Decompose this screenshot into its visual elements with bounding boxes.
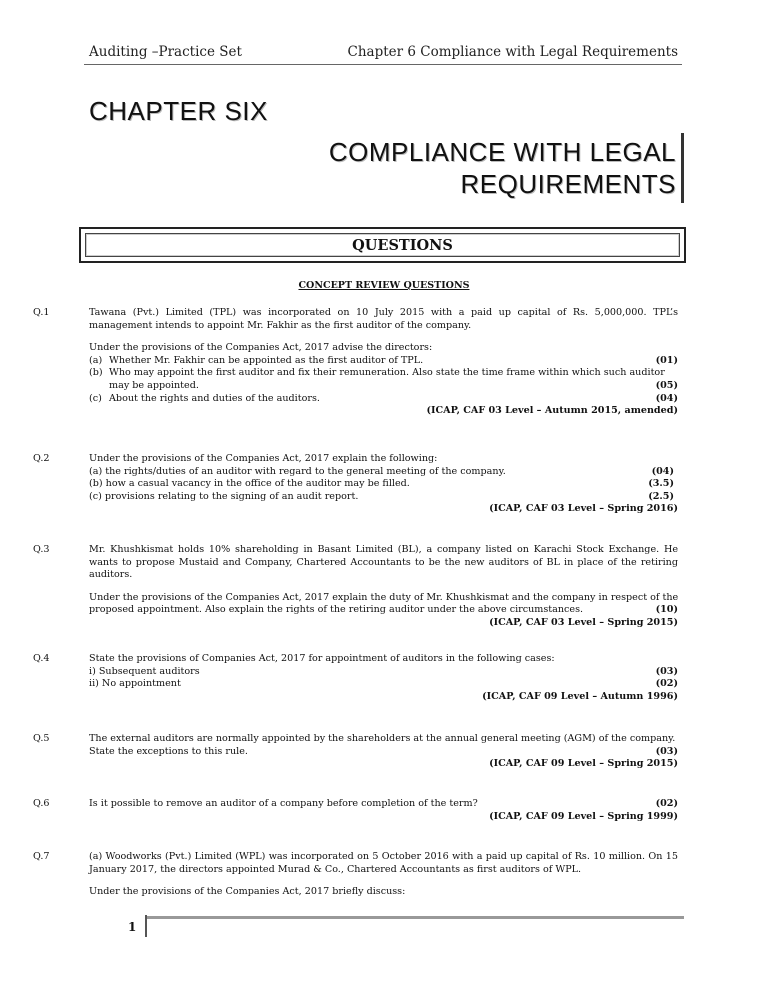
- marks: (03): [655, 745, 678, 757]
- exam-reference: (ICAP, CAF 09 Level – Spring 1999): [489, 810, 678, 822]
- question-body: [89, 733, 678, 771]
- footer-rule: [147, 916, 684, 919]
- subtitle-side-bar: [681, 133, 684, 203]
- marks: (04): [651, 465, 674, 477]
- question-number: Q.1: [33, 307, 50, 318]
- subquestion-a: (a) Whether Mr. Fakhir can be appointed as the first auditor of TPL. (01): [89, 354, 678, 366]
- question-number: Q.4: [33, 653, 50, 664]
- question-body: [89, 653, 678, 703]
- subquestion-b: (b) Who may appoint the first auditor and fix their remuneration. Also state the time frame within which such auditor: [89, 367, 665, 379]
- marks: (2.5): [648, 490, 674, 502]
- question-intro: Mr. Khushkismat holds 10% shareholding in Basant Limited (BL), a company listed on Karachi Stock Exchange. He wants to propose Mustaid and Company, Chartered Accountants to be the new auditors of BL in place of the retiring auditors.: [89, 544, 678, 581]
- question-number: Q.7: [33, 851, 50, 862]
- marks: (05): [655, 379, 678, 391]
- question-lead: Under the provisions of the Companies Act, 2017 explain the following:: [89, 453, 438, 464]
- question-number: Q.3: [33, 544, 50, 555]
- question-lead-cont: proposed appointment. Also explain the rights of the retiring auditor under the above circumstances. (10): [89, 604, 678, 616]
- exam-reference: (ICAP, CAF 03 Level – Spring 2016): [489, 503, 678, 515]
- exam-reference: (ICAP, CAF 09 Level – Spring 2015): [489, 758, 678, 770]
- page-number: 1: [128, 920, 137, 934]
- case-ii: ii) No appointment (02): [89, 678, 678, 690]
- marks: (04): [655, 392, 678, 404]
- subquestion-b-cont: may be appointed. (05): [109, 379, 678, 391]
- question-text-cont: State the exceptions to this rule. (03): [89, 745, 678, 757]
- marks: (03): [655, 665, 678, 677]
- exam-reference: (ICAP, CAF 03 Level – Spring 2015): [489, 616, 678, 628]
- question-body: [89, 798, 678, 823]
- question-body: [89, 851, 678, 899]
- exam-reference: (ICAP, CAF 09 Level – Autumn 1996): [482, 690, 678, 702]
- question-lead: Under the provisions of the Companies Act, 2017 briefly discuss:: [89, 886, 406, 898]
- question-text: Is it possible to remove an auditor of a company before completion of the term? (02): [89, 798, 678, 809]
- chapter-subtitle-line2: REQUIREMENTS: [460, 169, 676, 199]
- marks: (02): [655, 798, 678, 809]
- question-intro: Tawana (Pvt.) Limited (TPL) was incorporated on 10 July 2015 with a paid up capital of Rs. 5,000,000. TPL’s management intends to appoint Mr. Fakhir as the first auditor of the company.: [89, 307, 678, 331]
- exam-reference: (ICAP, CAF 03 Level – Autumn 2015, amended): [426, 405, 678, 417]
- question-number: Q.5: [33, 733, 50, 744]
- question-intro: (a) Woodworks (Pvt.) Limited (WPL) was incorporated on 5 October 2016 with a paid up capital of Rs. 10 million. On 15 January 2017, the directors appointed Murad & Co., Chartered Accountants as first auditors of WPL.: [89, 851, 678, 875]
- subquestion-c: (c) About the rights and duties of the auditors. (04): [89, 392, 678, 404]
- subquestion-c: (c) provisions relating to the signing of an audit report. (2.5): [89, 490, 674, 502]
- footer-bar: [145, 915, 147, 937]
- question-number: Q.2: [33, 453, 50, 464]
- question-body: [89, 544, 678, 630]
- question-text: The external auditors are normally appointed by the shareholders at the annual general meeting (AGM) of the company.: [89, 733, 676, 744]
- question-lead: State the provisions of Companies Act, 2017 for appointment of auditors in the following cases:: [89, 653, 555, 664]
- question-body: [89, 307, 678, 418]
- question-lead: Under the provisions of the Companies Act, 2017 advise the directors:: [89, 342, 433, 354]
- question-body: [89, 453, 678, 516]
- subquestion-b: (b) how a casual vacancy in the office of the auditor may be filled. (3.5): [89, 478, 674, 490]
- questions-box-label: QUESTIONS: [352, 237, 453, 254]
- marks: (3.5): [648, 478, 674, 490]
- subquestion-a: (a) the rights/duties of an auditor with regard to the general meeting of the company. (04): [89, 465, 674, 477]
- chapter-subtitle-line1: COMPLIANCE WITH LEGAL: [328, 137, 676, 167]
- concept-review-heading: CONCEPT REVIEW QUESTIONS: [298, 280, 470, 291]
- question-number: Q.6: [33, 798, 50, 809]
- marks: (10): [655, 604, 678, 616]
- header-rule: [84, 64, 682, 65]
- running-header-left: Auditing –Practice Set: [89, 44, 242, 60]
- questions-box: [79, 227, 686, 263]
- question-lead: Under the provisions of the Companies Act, 2017 explain the duty of Mr. Khushkismat and the company in respect of the: [89, 591, 679, 603]
- marks: (02): [655, 678, 678, 690]
- case-i: i) Subsequent auditors (03): [89, 665, 678, 677]
- marks: (01): [655, 354, 678, 366]
- chapter-title: CHAPTER SIX: [89, 96, 268, 126]
- running-header-right: Chapter 6 Compliance with Legal Requirements: [347, 44, 678, 60]
